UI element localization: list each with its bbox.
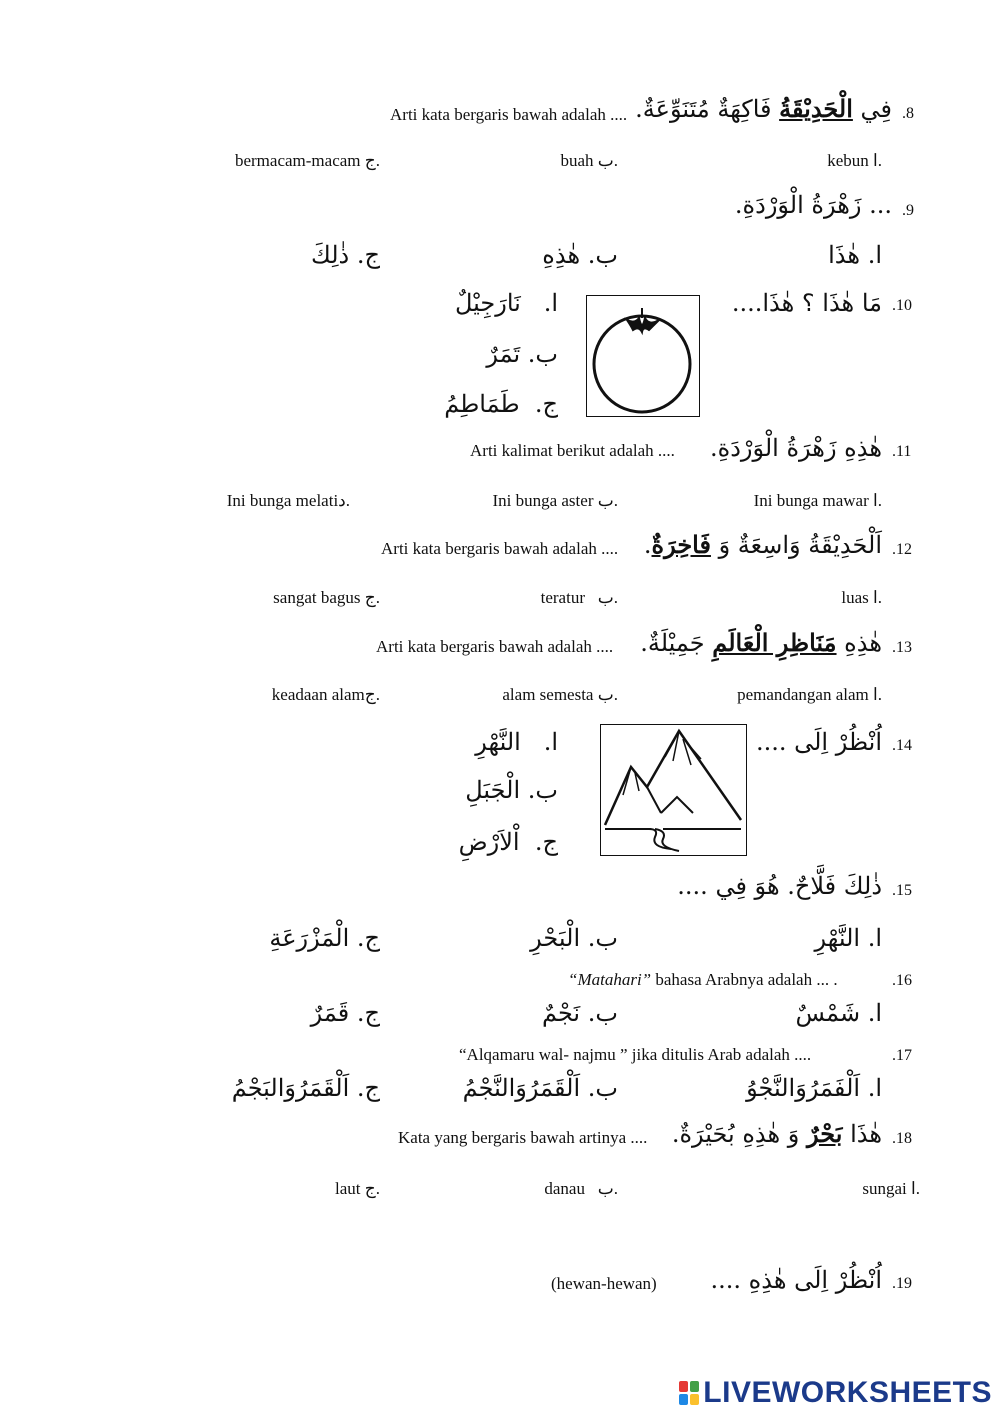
question-14-option-b[interactable]: ب. الْجَبَلِ	[465, 776, 558, 804]
question-16-number: .16	[892, 972, 912, 989]
question-16-option-b[interactable]: ب. نَجْمٌ	[541, 999, 618, 1027]
question-12-option-a[interactable]: luas ا.	[841, 588, 882, 607]
question-8-option-b[interactable]: buah ب.	[560, 151, 618, 170]
logo-block-red	[679, 1381, 688, 1392]
question-19-hint: (hewan-hewan)	[551, 1274, 657, 1293]
question-18-number: .18	[892, 1130, 912, 1147]
liveworksheets-logo[interactable]	[679, 1376, 992, 1410]
question-11-prompt: Arti kalimat berikut adalah ....	[470, 441, 675, 460]
question-15-number: .15	[892, 882, 912, 899]
question-17-option-b[interactable]: ب. اَلْقَمَرُوَالنَّجْمُ	[462, 1074, 618, 1102]
question-8-option-c[interactable]: bermacam-macam ج.	[234, 151, 380, 170]
question-10-arabic: مَا هٰذَا ؟ هٰذَا....	[731, 289, 882, 317]
question-13-option-c[interactable]: keadaan alamج.	[271, 685, 380, 704]
question-15-option-b[interactable]: ب. الْبَحْرِ	[530, 924, 618, 952]
question-18-option-b[interactable]: danau ب.	[544, 1179, 618, 1198]
question-13-prompt: Arti kata bergaris bawah adalah ....	[376, 637, 614, 656]
question-14-number: .14	[892, 737, 912, 754]
question-10-number: .10	[892, 297, 912, 314]
question-18-option-a[interactable]: sungai ا.	[862, 1179, 920, 1198]
question-10-option-c[interactable]: ج. طَمَاطِمُ	[444, 390, 558, 418]
logo-block-yellow	[690, 1394, 699, 1405]
question-11-arabic: هٰذِهِ زَهْرَةُ الْوَرْدَةِ.	[709, 434, 882, 462]
logo-text: LIVEWORKSHEETS	[703, 1376, 992, 1409]
question-17-prompt: “Alqamaru wal- najmu ” jika ditulis Arab adalah ....	[459, 1045, 812, 1064]
underlined-word: فَاخِرَةٌ	[651, 530, 711, 559]
question-14-option-c[interactable]: ج. اْلاَرْضِ	[458, 828, 558, 856]
question-16-option-a[interactable]: ا. شَمْسٌ	[795, 999, 882, 1027]
question-19-arabic: اُنْظُرْ اِلَى هٰذِهِ ....	[710, 1266, 882, 1294]
question-13-arabic: هٰذِهِ مَنَاظِرِ الْعَالَمِ جَمِيْلَةٌ.	[640, 628, 882, 657]
question-9-number: .9	[902, 202, 914, 219]
question-11-number: .11	[892, 443, 912, 460]
question-14-option-a[interactable]: ا. النَّهْرِ	[475, 728, 558, 756]
question-9-option-b[interactable]: ب. هٰذِهِ	[542, 241, 618, 269]
question-15-arabic: ذٰلِكَ فَلَّاحٌ. هُوَ فِي ....	[677, 872, 882, 900]
question-16-option-c[interactable]: ج. قَمَرٌ	[310, 999, 380, 1027]
question-14-arabic: اُنْظُرْ اِلَى ....	[755, 728, 882, 756]
question-17-number: .17	[892, 1047, 912, 1064]
question-13-option-a[interactable]: pemandangan alam ا.	[737, 685, 882, 704]
question-8-prompt: Arti kata bergaris bawah adalah ....	[390, 105, 628, 124]
question-10-option-b[interactable]: ب. تَمَرٌ	[486, 340, 558, 368]
underlined-word: بَحْرٌ	[807, 1119, 843, 1148]
question-12-prompt: Arti kata bergaris bawah adalah ....	[381, 539, 619, 558]
logo-block-green	[690, 1381, 699, 1392]
question-16-prompt: “Matahari” bahasa Arabnya adalah ... .	[568, 970, 838, 989]
question-12-option-b[interactable]: teratur ب.	[540, 588, 618, 607]
question-18-prompt: Kata yang bergaris bawah artinya ....	[398, 1128, 648, 1147]
question-10-option-a[interactable]: ا. نَارَجِيْلٌ	[454, 289, 558, 317]
question-11-option-b[interactable]: Ini bunga aster ب.	[492, 491, 618, 510]
tomato-picture	[586, 295, 700, 417]
underlined-word: مَنَاظِرِ الْعَالَمِ	[712, 628, 837, 657]
question-8-number: .8	[902, 105, 914, 122]
question-19-number: .19	[892, 1275, 912, 1292]
question-17-option-c[interactable]: ج. اَلْقَمَرُوَالبَجْمُ	[231, 1074, 380, 1102]
mountain-picture	[600, 724, 747, 856]
question-13-number: .13	[892, 639, 912, 656]
question-9-option-c[interactable]: ج. ذٰلِكَ	[311, 241, 380, 269]
question-12-arabic: اَلْحَدِيْقَةُ وَاسِعَةٌ وَ فَاخِرَةٌ.	[643, 530, 882, 559]
question-11-option-a[interactable]: Ini bunga mawar ا.	[753, 491, 882, 510]
question-13-option-b[interactable]: alam semesta ب.	[502, 685, 618, 704]
logo-blocks-icon	[679, 1381, 699, 1405]
question-18-arabic: هٰذَا بَحْرٌ وَ هٰذِهِ بُحَيْرَةٌ.	[671, 1119, 882, 1148]
question-12-option-c[interactable]: sangat bagus ج.	[273, 588, 380, 607]
question-17-option-a[interactable]: ا. اَلْفَمَرُوَالنَّجْوُ	[746, 1074, 882, 1102]
tomato-icon	[587, 296, 699, 416]
question-11-option-d[interactable]: Ini bunga melatiد.	[226, 491, 350, 510]
mountain-icon	[601, 725, 746, 855]
question-8-arabic: فِي الْحَدِيْقَةُ فَاكِهَةٌ مُتَنَوِّعَةٌ.	[635, 94, 892, 123]
question-9-arabic: ... زَهْرَةُ الْوَرْدَةِ.	[734, 191, 892, 219]
underlined-word: الْحَدِيْقَةُ	[779, 94, 853, 123]
question-18-option-c[interactable]: laut ج.	[335, 1179, 380, 1198]
question-15-option-c[interactable]: ج. الْمَزْرَعَةِ	[269, 924, 380, 952]
question-9-option-a[interactable]: ا. هٰذَا	[828, 241, 882, 269]
question-15-option-a[interactable]: ا. النَّهْرِ	[814, 924, 882, 952]
logo-block-blue	[679, 1394, 688, 1405]
question-8-option-a[interactable]: kebun ا.	[827, 151, 882, 170]
question-12-number: .12	[892, 541, 912, 558]
